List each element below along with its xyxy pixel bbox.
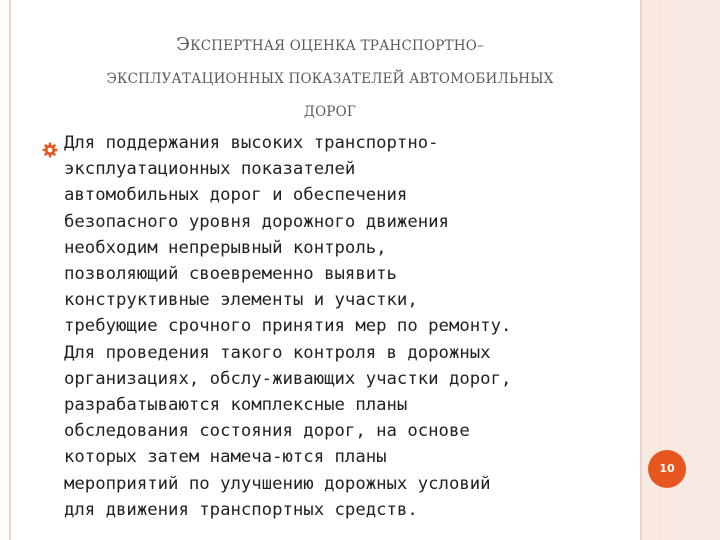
body-line: эксплуатационных показателей bbox=[64, 159, 356, 180]
body-line: обследования состояния дорог, на основе bbox=[64, 421, 470, 442]
body-line: для движения транспортных средств. bbox=[64, 499, 418, 520]
body-line: Для поддержания высоких транспортно- bbox=[64, 133, 439, 153]
body-line: Для проведения такого контроля в дорожных bbox=[64, 342, 491, 363]
body-line: конструктивные элементы и участки, bbox=[64, 290, 418, 311]
body-line: позволяющий своевременно выявить bbox=[64, 264, 397, 285]
body-line: разрабатываются комплексные планы bbox=[64, 395, 408, 416]
body-line: необходим непрерывный контроль, bbox=[64, 237, 387, 258]
slide-title bbox=[30, 28, 630, 129]
title-line-1 bbox=[30, 28, 630, 63]
body-paragraph bbox=[64, 130, 624, 523]
title-line-1-text: КСПЕРТНАЯ ОЦЕНКА ТРАНСПОРТНО– bbox=[190, 38, 484, 54]
body-line: требующие срочного принятия мер по ремонту. bbox=[64, 316, 512, 337]
body-line: безопасного уровня дорожного движения bbox=[64, 211, 449, 232]
body-line: которых затем намеча-ются планы bbox=[64, 447, 387, 468]
gear-bullet-icon bbox=[42, 142, 58, 158]
title-initial: Э bbox=[176, 34, 191, 55]
title-line-2: ЭКСПЛУАТАЦИОННЫХ ПОКАЗАТЕЛЕЙ АВТОМОБИЛЬНЫХ bbox=[106, 71, 554, 87]
left-border bbox=[0, 0, 20, 540]
body-line: мероприятий по улучшению дорожных условий bbox=[64, 473, 491, 494]
title-line-3: ДОРОГ bbox=[303, 104, 357, 120]
right-border-line bbox=[640, 0, 642, 540]
body-line: организациях, обслу-живающих участки дорог, bbox=[64, 368, 512, 389]
body-line: автомобильных дорог и обеспечения bbox=[64, 185, 408, 206]
page-number-badge: 10 bbox=[648, 450, 686, 488]
